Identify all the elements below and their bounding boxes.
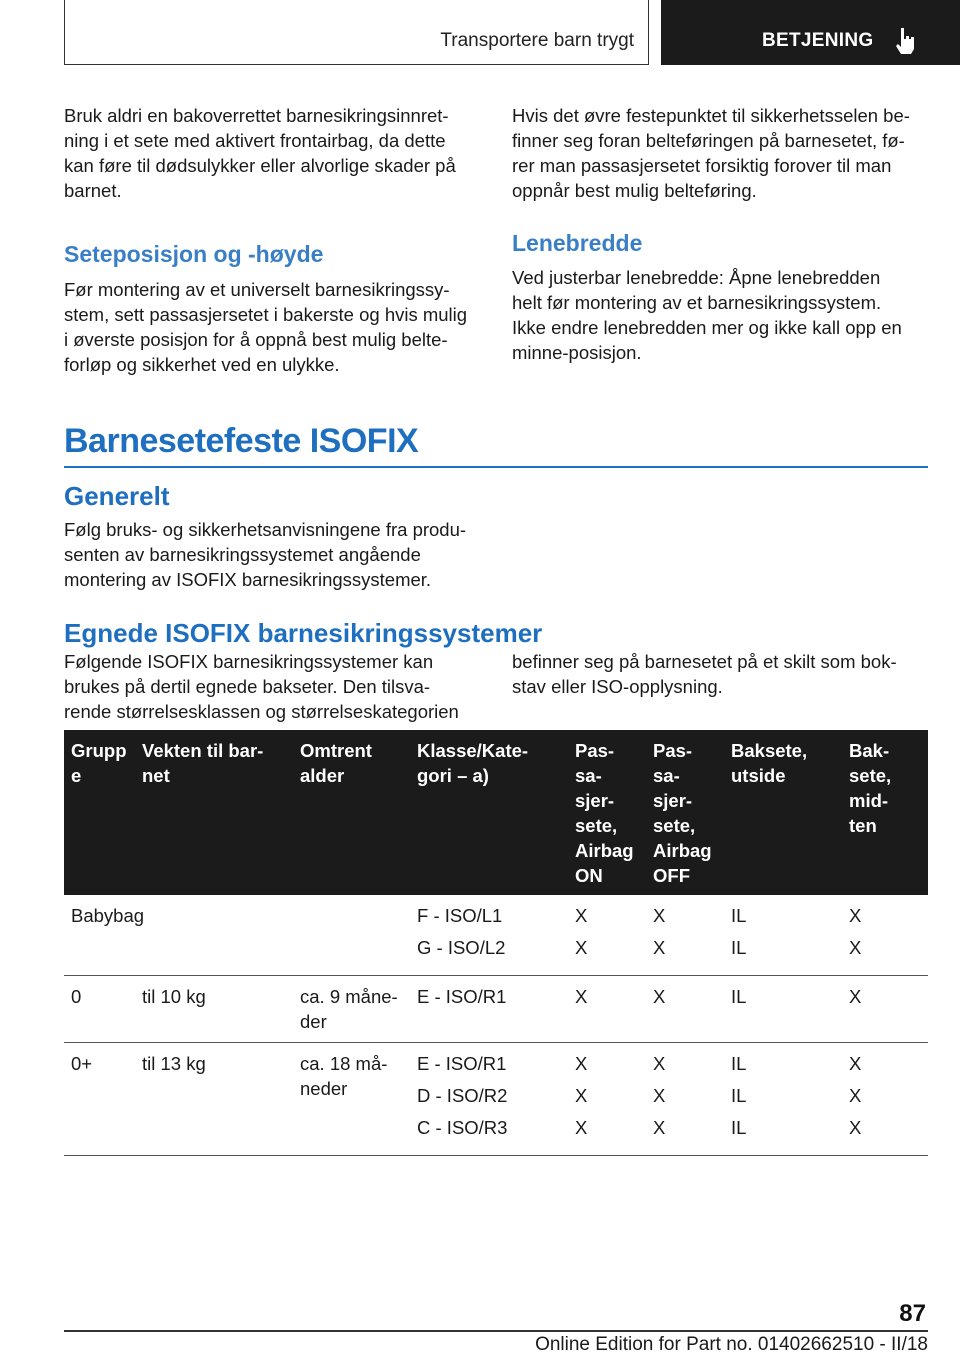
header-age: Omtrent alder	[293, 730, 410, 895]
header-class: Klasse/Kate‐ gori – a)	[410, 730, 568, 895]
cell-airbag-on: X X	[568, 895, 646, 976]
cell-rear-middle: X X	[842, 895, 928, 976]
text-line: befinner seg på barnesetet på et skilt som bok‐	[512, 651, 897, 672]
cell-airbag-off: X X	[646, 895, 724, 976]
cell-age: ca. 18 må‐ neder	[293, 1043, 410, 1156]
footer-edition: Online Edition for Part no. 01402662510 - II/18	[535, 1334, 928, 1355]
cell-age: ca. 9 måne‐ der	[293, 976, 410, 1043]
text-line: i øverste posisjon for å oppnå best mulig belte‐	[64, 329, 448, 350]
header-section-tab	[64, 0, 649, 65]
text-line: minne-posisjon.	[512, 342, 642, 363]
cell-group: Babybag	[64, 895, 135, 976]
header-group: Grupp e	[64, 730, 135, 895]
general-heading: Generelt	[64, 481, 170, 511]
page-number: 87	[899, 1300, 926, 1327]
text-line: rer man passasjersetet forsiktig forover til man	[512, 155, 892, 176]
header-chapter-title: BETJENING	[762, 30, 874, 51]
table-row	[64, 895, 928, 976]
header-rear-outer: Baksete, utside	[724, 730, 842, 895]
header-airbag-on: Pas‐ sa‐ sjer‐ sete, Airbag ON	[568, 730, 646, 895]
cell-group: 0+	[64, 1043, 135, 1156]
text-line: oppnår best mulig belteføring.	[512, 180, 757, 201]
text-line: kan føre til dødsulykker eller alvorlige skader på	[64, 155, 456, 176]
cell-airbag-off: X X X	[646, 1043, 724, 1156]
text-line: Følgende ISOFIX barnesikringssystemer kan	[64, 651, 434, 672]
backrest-width-text	[512, 265, 932, 365]
cell-rear-outer: IL	[724, 976, 842, 1043]
cell-airbag-off: X	[646, 976, 724, 1043]
text-line: senten av barnesikringssystemet angående	[64, 544, 421, 565]
cell-age	[293, 895, 410, 976]
text-line: barnet.	[64, 180, 122, 201]
text-line: helt før montering av et barnesikringssystem.	[512, 292, 882, 313]
cell-weight: til 13 kg	[135, 1043, 293, 1156]
suitable-systems-text-right	[512, 649, 932, 699]
suitable-systems-heading: Egnede ISOFIX barnesikringssystemer	[64, 618, 543, 648]
text-line: stem, sett passasjersetet i bakerste og hvis mulig	[64, 304, 468, 325]
text-line: Følg bruks- og sikkerhetsanvisningene fra produ‐	[64, 519, 467, 540]
header-chapter-tab	[661, 0, 960, 65]
cell-class: E - ISO/R1 D - ISO/R2 C - ISO/R3	[410, 1043, 568, 1156]
suitable-systems-text-left	[64, 649, 484, 724]
warning-text	[64, 103, 484, 203]
header-weight: Vekten til bar‐ net	[135, 730, 293, 895]
cell-rear-outer: IL IL IL	[724, 1043, 842, 1156]
isofix-table	[64, 730, 928, 1156]
text-line: Ved justerbar lenebredde: Åpne lenebredden	[512, 267, 881, 288]
cell-class: F - ISO/L1 G - ISO/L2	[410, 895, 568, 976]
cell-rear-middle: X X X	[842, 1043, 928, 1156]
cell-group: 0	[64, 976, 135, 1043]
table-row	[64, 1043, 928, 1156]
belt-text	[512, 103, 932, 203]
text-line: brukes på dertil egnede bakseter. Den tilsva‐	[64, 676, 431, 697]
header-section-title: Transportere barn trygt	[440, 30, 634, 51]
cell-class: E - ISO/R1	[410, 976, 568, 1043]
hand-pointer-icon	[895, 26, 917, 54]
seat-position-heading: Seteposisjon og -høyde	[64, 241, 324, 267]
table-header-row	[64, 730, 928, 895]
text-line: stav eller ISO-opplysning.	[512, 676, 723, 697]
text-line: Hvis det øvre festepunktet til sikkerhetsselen be‐	[512, 105, 910, 126]
text-line: Ikke endre lenebredden mer og ikke kall opp en	[512, 317, 902, 338]
section-title: Barnesetefeste ISOFIX	[64, 422, 419, 460]
text-line: Før montering av et universelt barnesikringssy‐	[64, 279, 450, 300]
cell-rear-middle: X	[842, 976, 928, 1043]
section-title-rule	[64, 466, 928, 468]
cell-airbag-on: X	[568, 976, 646, 1043]
cell-airbag-on: X X X	[568, 1043, 646, 1156]
footer-rule	[64, 1330, 928, 1332]
general-text	[64, 517, 484, 592]
text-line: rende størrelsesklassen og størrelseskategorien	[64, 701, 459, 722]
text-line: ning i et sete med aktivert frontairbag, da dette	[64, 130, 446, 151]
header-airbag-off: Pas‐ sa‐ sjer‐ sete, Airbag OFF	[646, 730, 724, 895]
cell-weight	[135, 895, 293, 976]
text-line: forløp og sikkerhet ved en ulykke.	[64, 354, 340, 375]
backrest-width-heading: Lenebredde	[512, 230, 643, 256]
text-line: finner seg foran belteføringen på barnesetet, fø‐	[512, 130, 905, 151]
text-line: montering av ISOFIX barnesikringssystemer.	[64, 569, 432, 590]
cell-weight: til 10 kg	[135, 976, 293, 1043]
header-rear-middle: Bak‐ sete, mid‐ ten	[842, 730, 928, 895]
table-row	[64, 976, 928, 1043]
cell-rear-outer: IL IL	[724, 895, 842, 976]
seat-position-text	[64, 277, 484, 377]
text-line: Bruk aldri en bakoverrettet barnesikringsinnret‐	[64, 105, 449, 126]
